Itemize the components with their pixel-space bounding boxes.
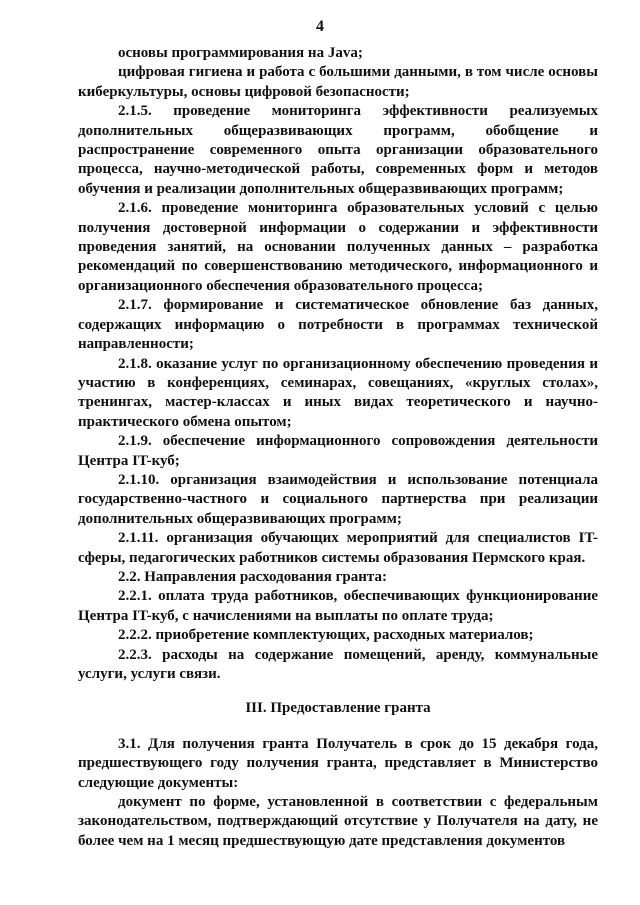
paragraph: 2.2. Направления расходования гранта:	[118, 568, 387, 585]
paragraph: основы программирования на Java;	[118, 45, 363, 61]
paragraph: 2.1.11. организация обучающих мероприятий для специалистов IT-сферы, педагогических работников системы образования Пермского края.	[78, 530, 598, 566]
document-body	[78, 44, 598, 851]
paragraph: документ по форме, установленной в соответствии с федеральным законодательством, подтверждающий отсутствие у Получателя на дату, не более чем на 1 месяц предшествующую дате представления документов	[78, 794, 598, 849]
paragraph: 2.1.5. проведение мониторинга эффективности реализуемых дополнительных общеразвивающих программ, обобщение и распространение современного опыта организации образовательного процесса, научно-методической работы, современных форм и методов обучения и реализации дополнительных общеразвивающих программ;	[78, 103, 598, 197]
paragraphs-after-section	[78, 735, 598, 851]
paragraph: 3.1. Для получения гранта Получатель в срок до 15 декабря года, предшествующего году получения гранта, представляет в Министерство следующие документы:	[78, 735, 598, 791]
page-number: 4	[316, 18, 324, 35]
paragraph: 2.1.6. проведение мониторинга образовательных условий с целью получения достоверной информации о содержании и эффективности проведения занятий, на основании полученных данных – разработка рекомендаций по совершенствованию методического, информационного и организационного обеспечения образовательного процесса;	[78, 200, 598, 294]
paragraph: 2.2.2. приобретение комплектующих, расходных материалов;	[118, 627, 534, 644]
paragraph: цифровая гигиена и работа с большими данными, в том числе основы киберкультуры, основы цифровой безопасности;	[78, 64, 598, 100]
section-heading: III. Предоставление гранта	[245, 700, 431, 717]
paragraph: 2.1.7. формирование и систематическое обновление баз данных, содержащих информацию о потребности в программах технической направленности;	[78, 297, 598, 353]
paragraph: 2.1.8. оказание услуг по организационному обеспечению проведения и участию в конференциях, семинарах, совещаниях, «круглых столах», тренингах, мастер-классах и иных видах теоретического и научно-практического обмена опытом;	[78, 355, 598, 430]
paragraph: 2.2.1. оплата труда работников, обеспечивающих функционирование Центра IT-куб, с начислениями на выплаты по оплате труда;	[78, 588, 598, 624]
paragraph: 2.1.9. обеспечение информационного сопровождения деятельности Центра IT-куб;	[78, 433, 598, 469]
paragraphs-before-section	[78, 44, 598, 684]
paragraph: 2.2.3. расходы на содержание помещений, аренду, коммунальные услуги, услуги связи.	[78, 646, 598, 682]
paragraph: 2.1.10. организация взаимодействия и использование потенциала государственно-частного и социального партнерства при реализации дополнительных общеразвивающих программ;	[78, 471, 598, 527]
